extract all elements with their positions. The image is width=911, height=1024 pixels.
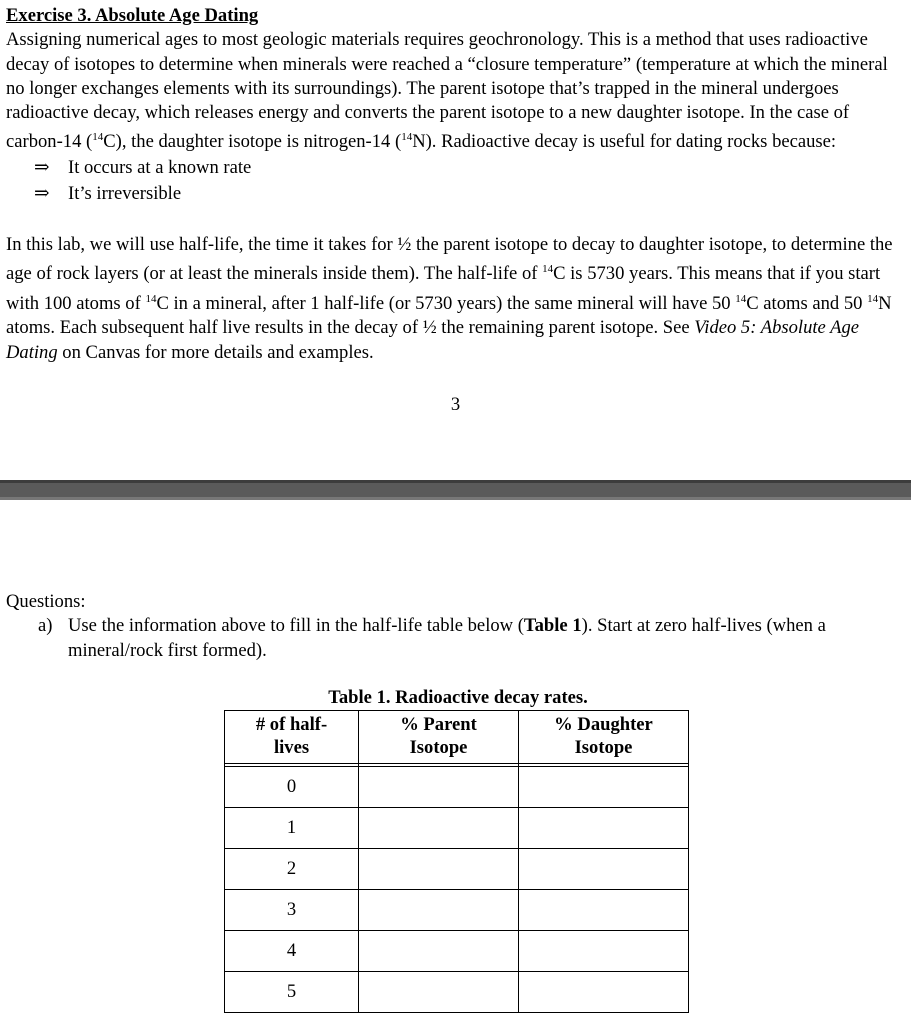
arrow-icon: ⇒ — [34, 156, 50, 178]
intro-paragraph: Assigning numerical ages to most geologic materials requires geochronology. This is a method that uses radioactive decay of isotopes to determine when minerals were reached a “closure temperature” (temperature at which the mineral no longer exchanges elements with its surroundings). The parent isotope that’s trapped in the mineral undergoes radioactive decay, which releases energy and converts the parent isotope to a new daughter isotope. In the case of carbon-14 ($^{14}$C), the daughter isotope is nitrogen-14 ($^{14}$N). Radioactive decay is useful for dating rocks because: — [6, 29, 888, 153]
questions-heading: Questions: — [6, 591, 86, 612]
parent-cell[interactable] — [359, 767, 519, 808]
half-lives-cell: 5 — [225, 972, 359, 1013]
table-row — [225, 849, 689, 890]
questions-section — [6, 590, 906, 663]
header-half-lives: # of half- lives — [225, 711, 359, 764]
exercise-title: Exercise 3. Absolute Age Dating — [6, 5, 259, 26]
table-row — [225, 808, 689, 849]
parent-cell[interactable] — [359, 972, 519, 1013]
daughter-cell[interactable] — [519, 890, 689, 931]
table-row — [225, 972, 689, 1013]
table-header-row — [225, 711, 689, 764]
half-lives-cell: 0 — [225, 767, 359, 808]
bullet-item: ⇒ It occurs at a known rate — [6, 155, 906, 181]
parent-cell[interactable] — [359, 849, 519, 890]
question-label: a) — [38, 615, 53, 637]
page-number: 3 — [450, 394, 461, 415]
arrow-icon: ⇒ — [34, 182, 50, 204]
exercise-section — [6, 4, 906, 365]
half-life-table — [224, 710, 689, 1013]
table-row — [225, 890, 689, 931]
daughter-cell[interactable] — [519, 849, 689, 890]
half-lives-cell: 1 — [225, 808, 359, 849]
daughter-cell[interactable] — [519, 767, 689, 808]
header-daughter: % Daughter Isotope — [519, 711, 689, 764]
daughter-cell[interactable] — [519, 972, 689, 1013]
question-text: Use the information above to fill in the half-life table below (Table 1). Start at zero half-lives (when a mineral/rock first formed). — [68, 615, 826, 661]
header-parent: % Parent Isotope — [359, 711, 519, 764]
half-lives-cell: 2 — [225, 849, 359, 890]
half-life-paragraph: In this lab, we will use half-life, the time it takes for ½ the parent isotope to decay to daughter isotope, to determine the age of rock layers (or at least the minerals inside them). The half-life of $^{14}$C is 5730 years. This means that if you start with 100 atoms of $^{14}$C in a mineral, after 1 half-life (or 5730 years) the same mineral will have 50 $^{14}$C atoms and 50 $^{14}$N atoms. Each subsequent half live results in the decay of ½ the remaining parent isotope. See Video 5: Absolute Age Dating on Canvas for more details and examples. — [6, 233, 893, 363]
table-row — [225, 931, 689, 972]
question-a — [6, 614, 906, 663]
page-break-divider — [0, 480, 911, 500]
daughter-cell[interactable] — [519, 931, 689, 972]
bullet-item: ⇒ It’s irreversible — [6, 181, 906, 207]
parent-cell[interactable] — [359, 890, 519, 931]
table-row — [225, 767, 689, 808]
half-lives-cell: 3 — [225, 890, 359, 931]
parent-cell[interactable] — [359, 808, 519, 849]
daughter-cell[interactable] — [519, 808, 689, 849]
parent-cell[interactable] — [359, 931, 519, 972]
half-lives-cell: 4 — [225, 931, 359, 972]
table-caption: Table 1. Radioactive decay rates. — [328, 687, 588, 708]
